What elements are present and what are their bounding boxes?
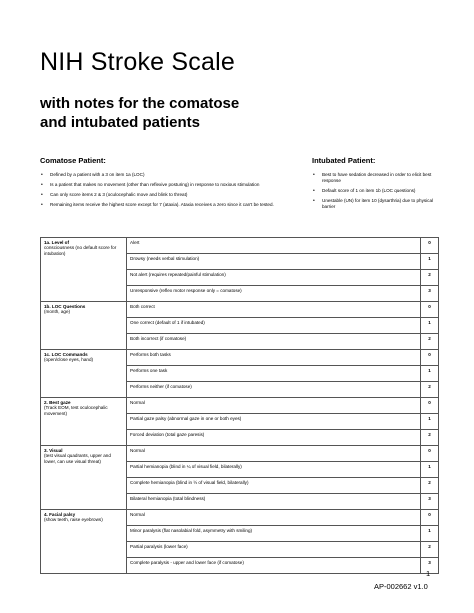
item-title: 3. Visual (44, 447, 63, 453)
comatose-bullet: • Is a patient that makes no movement (other than reflexive posturing) in response to noxious stimulation (40, 182, 305, 188)
table-row (41, 510, 439, 526)
item-cell-1b (41, 302, 127, 350)
option-text: Bilateral hemianopia (total blindness) (127, 494, 421, 510)
option-score: 3 (421, 558, 439, 574)
item-cell-3 (41, 446, 127, 510)
option-score: 2 (421, 270, 439, 286)
subtitle-line-2: and intubated patients (40, 114, 201, 131)
item-cell-1c (41, 350, 127, 398)
page-title: NIH Stroke Scale (40, 48, 235, 76)
option-text: Partial hemianopia (blind in ¼ of visual field, bilaterally) (127, 462, 421, 478)
item-note: (open/close eyes, hand) (44, 357, 94, 363)
option-score: 2 (421, 542, 439, 558)
intubated-bullet: • Default score of 1 on item 1b (LOC questions) (312, 188, 447, 194)
intubated-notes (312, 156, 447, 214)
option-text: Alert (127, 238, 421, 254)
item-note: (Track EOM, test oculocephalic movement) (44, 405, 108, 416)
option-score: 3 (421, 494, 439, 510)
intubated-bullet-list (312, 172, 447, 210)
option-text: Complete hemianopia (blind in ½ of visual field, bilaterally) (127, 478, 421, 494)
item-note: (test visual quadrants, upper and lower, can use visual threat) (44, 453, 111, 464)
option-text: Partial gaze palsy (abnormal gaze in one or both eyes) (127, 414, 421, 430)
option-score: 3 (421, 286, 439, 302)
option-text: Both incorrect (if comatose) (127, 334, 421, 350)
option-score: 0 (421, 446, 439, 462)
option-score: 1 (421, 526, 439, 542)
table-row (41, 238, 439, 254)
item-note: (show teeth, raise eyebrows) (44, 517, 103, 523)
option-score: 0 (421, 350, 439, 366)
nihss-table-body (41, 238, 439, 574)
option-text: Not alert (requires repeated/painful stimulation) (127, 270, 421, 286)
comatose-bullet: • Defined by a patient with a 3 on item 1a (LOC) (40, 172, 305, 178)
item-title: 1c. LOC Commands (44, 351, 88, 357)
option-score: 2 (421, 382, 439, 398)
page-number: 1 (426, 569, 431, 578)
table-row (41, 446, 439, 462)
intubated-bullet: • Unestable (UN) for item 10 (dysarthria) due to physical barrier (312, 198, 447, 210)
option-score: 2 (421, 478, 439, 494)
comatose-notes (40, 156, 305, 212)
comatose-bullet: • Can only score items 2 & 3 (oculocephalic move and blink to threat) (40, 192, 305, 198)
option-score: 1 (421, 414, 439, 430)
option-text: Performs both tasks (127, 350, 421, 366)
option-score: 0 (421, 238, 439, 254)
nihss-table (40, 237, 439, 574)
option-text: Both correct (127, 302, 421, 318)
option-text: One correct (default of 1 if intubated) (127, 318, 421, 334)
item-title: 2. Best gaze (44, 399, 71, 405)
table-row (41, 302, 439, 318)
item-title: 1a. Level of (44, 239, 70, 245)
option-text: Drowsy (needs verbal stimulation) (127, 254, 421, 270)
option-text: Performs one task (127, 366, 421, 382)
item-title: 4. Facial palsy (44, 511, 76, 517)
comatose-bullet: • Remaining items receive the highest score except for 7 (ataxia). Ataxia receives a zero since it can't be tested. (40, 202, 305, 208)
table-row (41, 350, 439, 366)
item-cell-2 (41, 398, 127, 446)
option-text: Normal (127, 446, 421, 462)
intubated-heading: Intubated Patient: (312, 156, 376, 165)
option-text: Forced deviation (total gaze paresis) (127, 430, 421, 446)
option-score: 1 (421, 318, 439, 334)
option-text: Complete paralysis - upper and lower face (if comatose) (127, 558, 421, 574)
option-text: Normal (127, 398, 421, 414)
item-title: 1b. LOC Questions (44, 303, 86, 309)
page-subtitle (40, 94, 239, 132)
option-score: 2 (421, 430, 439, 446)
intubated-bullet: • Best to have sedation decreased in order to elicit best response (312, 172, 447, 184)
item-note: consciousness (no default score for intubation) (44, 245, 117, 256)
option-score: 2 (421, 334, 439, 350)
option-score: 1 (421, 254, 439, 270)
option-score: 1 (421, 366, 439, 382)
option-text: Normal (127, 510, 421, 526)
option-score: 0 (421, 398, 439, 414)
item-cell-4 (41, 510, 127, 574)
comatose-heading: Comatose Patient: (40, 156, 106, 165)
option-text: Performs neither (if comatose) (127, 382, 421, 398)
option-text: Partial paralysis (lower face) (127, 542, 421, 558)
comatose-bullet-list (40, 172, 305, 208)
option-text: Unresponsive (reflex motor response only = comatose) (127, 286, 421, 302)
item-note: (month, age) (44, 309, 71, 315)
subtitle-line-1: with notes for the comatose (40, 95, 240, 112)
table-row (41, 398, 439, 414)
option-text: Minor paralysis (flat nasolabial fold, asymmetry with smiling) (127, 526, 421, 542)
document-id: AP-002662 v1.0 (374, 582, 428, 591)
option-score: 0 (421, 302, 439, 318)
item-cell-1a (41, 238, 127, 302)
option-score: 0 (421, 510, 439, 526)
option-score: 1 (421, 462, 439, 478)
